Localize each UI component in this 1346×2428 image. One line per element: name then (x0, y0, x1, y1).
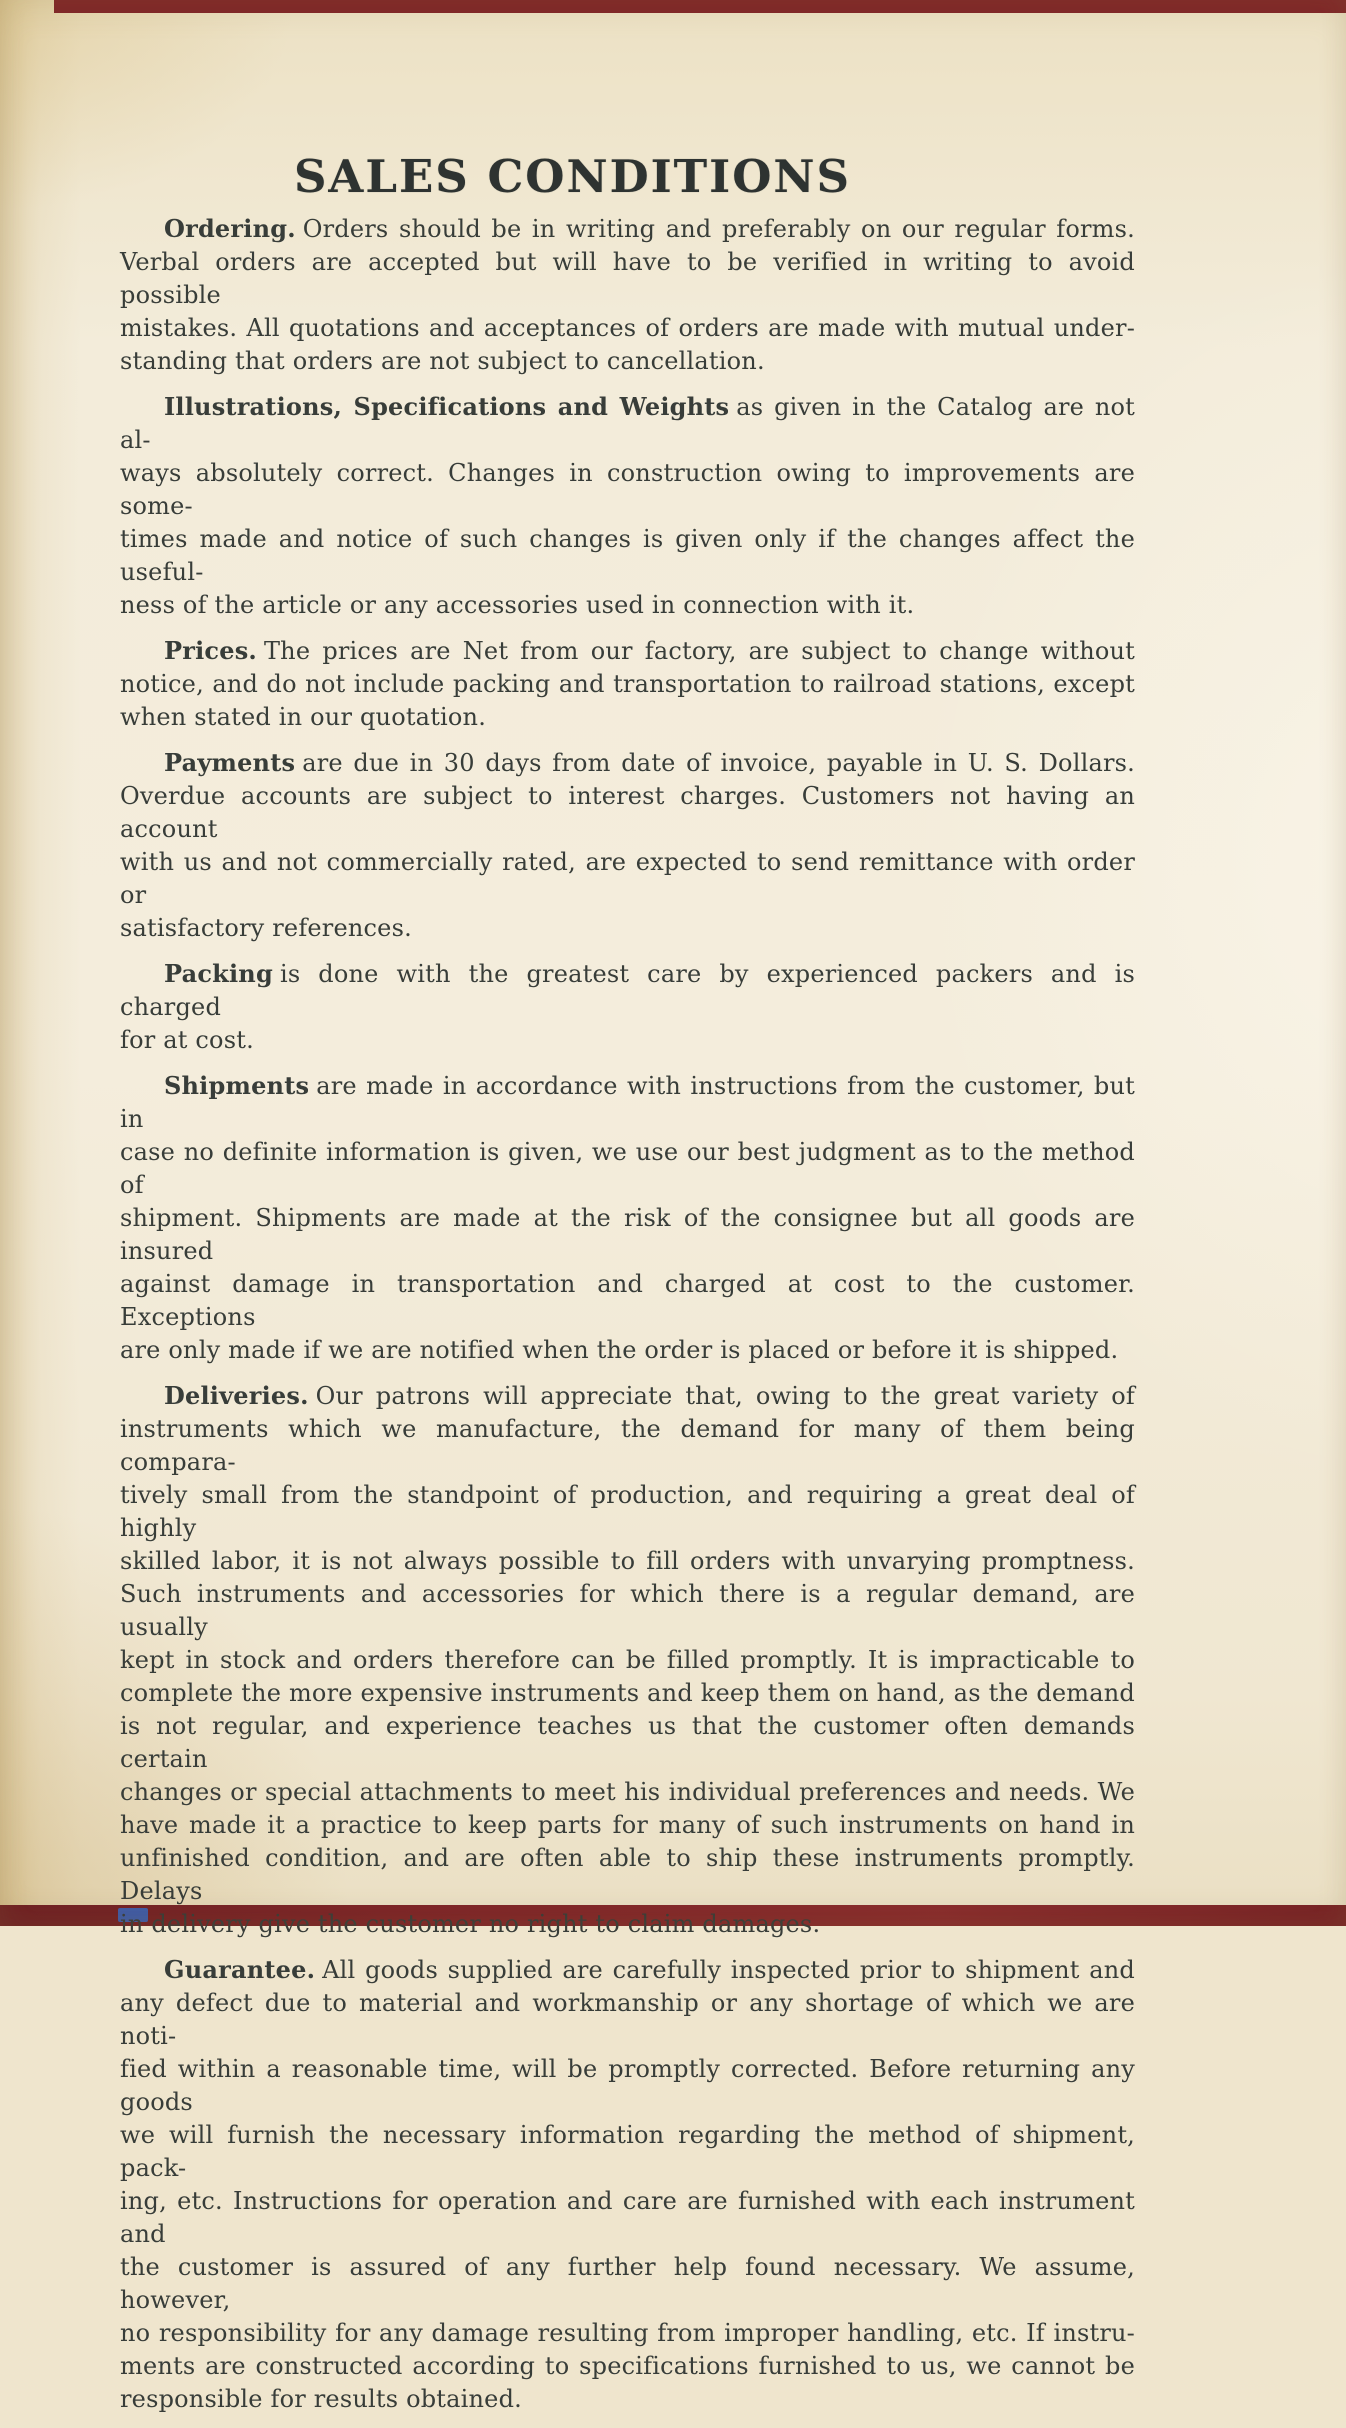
text-line: have made it a practice to keep parts for many of such instruments on hand in (120, 1811, 1135, 1839)
paragraph (120, 634, 1135, 734)
text-line: changes or special attachments to meet his individual preferences and needs. We (120, 1778, 1135, 1806)
text-line: notice, and do not include packing and transportation to railroad stations, except (120, 670, 1135, 698)
text-line: ness of the article or any accessories used in connection with it. (120, 591, 915, 619)
text-line: Deliveries. Our patrons will appreciate that, owing to the great variety of (164, 1381, 1135, 1410)
text-line: in delivery give the customer no right to claim damages. (120, 1910, 821, 1938)
text-line: kept in stock and orders therefore can be filled promptly. It is impracticable to (120, 1646, 1135, 1674)
text-line: instruments which we manufacture, the demand for many of them being compara- (120, 1415, 1135, 1476)
text-line: Overdue accounts are subject to interest charges. Customers not having an account (120, 782, 1135, 843)
text-line: shipment. Shipments are made at the risk of the consignee but all goods are insured (120, 1204, 1135, 1265)
text-line: with us and not commercially rated, are expected to send remittance with order or (120, 848, 1135, 909)
text-line: case no definite information is given, we use our best judgment as to the method of (120, 1138, 1135, 1199)
paragraph (120, 1379, 1135, 1941)
paragraph (120, 212, 1135, 378)
text-line: times made and notice of such changes is given only if the changes affect the useful- (120, 525, 1135, 586)
paragraph (120, 957, 1135, 1057)
text-line: standing that orders are not subject to cancellation. (120, 347, 765, 375)
text-line: Ordering. Orders should be in writing and preferably on our regular forms. (164, 214, 1135, 243)
text-line: complete the more expensive instruments and keep them on hand, as the demand (120, 1679, 1135, 1707)
document-body (120, 212, 1135, 2428)
paragraph-lead: Shipments (164, 1071, 310, 1100)
text-line: Shipments are made in accordance with instructions from the customer, but in (120, 1071, 1135, 1133)
paragraph-lead: Packing (164, 959, 273, 988)
text-line: Such instruments and accessories for which there is a regular demand, are usually (120, 1580, 1135, 1641)
text-line: fied within a reasonable time, will be promptly corrected. Before returning any goods (120, 2055, 1135, 2116)
text-line: Guarantee. All goods supplied are carefully inspected prior to shipment and (164, 1955, 1135, 1984)
text-line: for at cost. (120, 1026, 254, 1054)
text-line: when stated in our quotation. (120, 703, 487, 731)
text-line: Verbal orders are accepted but will have to be verified in writing to avoid possible (120, 248, 1135, 309)
paragraph-lead: Illustrations, Specifications and Weights (164, 392, 730, 421)
text-line: satisfactory references. (120, 914, 412, 942)
text-line: against damage in transportation and charged at cost to the customer. Exceptions (120, 1270, 1135, 1331)
text-line: ways absolutely correct. Changes in construction owing to improvements are some- (120, 459, 1135, 520)
text-line: tively small from the standpoint of production, and requiring a great deal of highly (120, 1481, 1135, 1542)
text-line: is not regular, and experience teaches us that the customer often demands certain (120, 1712, 1135, 1773)
paragraph-lead: Guarantee. (164, 1955, 316, 1984)
text-line: no responsibility for any damage resulting from improper handling, etc. If instru- (120, 2319, 1135, 2347)
text-line: any defect due to material and workmanship or any shortage of which we are noti- (120, 1989, 1135, 2050)
paragraph (120, 746, 1135, 945)
text-line: Payments are due in 30 days from date of invoice, payable in U. S. Dollars. (164, 748, 1135, 777)
text-line: Illustrations, Specifications and Weights as given in the Catalog are not al- (120, 392, 1135, 454)
paragraph-lead: Prices. (164, 636, 257, 665)
text-line: mistakes. All quotations and acceptances of orders are made with mutual under- (120, 314, 1135, 342)
paragraph-lead: Deliveries. (164, 1381, 309, 1410)
text-line: Packing is done with the greatest care by experienced packers and is charged (120, 959, 1135, 1021)
page-title: SALES CONDITIONS (293, 150, 852, 203)
paragraph (120, 390, 1135, 622)
text-line: responsible for results obtained. (120, 2385, 522, 2413)
text-line: unfinished condition, and are often able to ship these instruments promptly. Delays (120, 1844, 1135, 1905)
paragraph-lead: Ordering. (164, 214, 296, 243)
text-line: ing, etc. Instructions for operation and care are furnished with each instrument and (120, 2187, 1135, 2248)
binding-edge-top (54, 0, 1346, 13)
text-line: Prices. The prices are Net from our factory, are subject to change without (164, 636, 1135, 665)
text-line: are only made if we are notified when the order is placed or before it is shipped. (120, 1336, 1119, 1364)
paragraph (120, 1069, 1135, 1367)
text-line: we will furnish the necessary information regarding the method of shipment, pack- (120, 2121, 1135, 2182)
paragraph (120, 1953, 1135, 2416)
text-line: skilled labor, it is not always possible to fill orders with unvarying promptness. (120, 1547, 1135, 1575)
paragraph-lead: Payments (164, 748, 296, 777)
text-line: ments are constructed according to specifications furnished to us, we cannot be (120, 2352, 1135, 2380)
text-line: the customer is assured of any further help found necessary. We assume, however, (120, 2253, 1135, 2314)
